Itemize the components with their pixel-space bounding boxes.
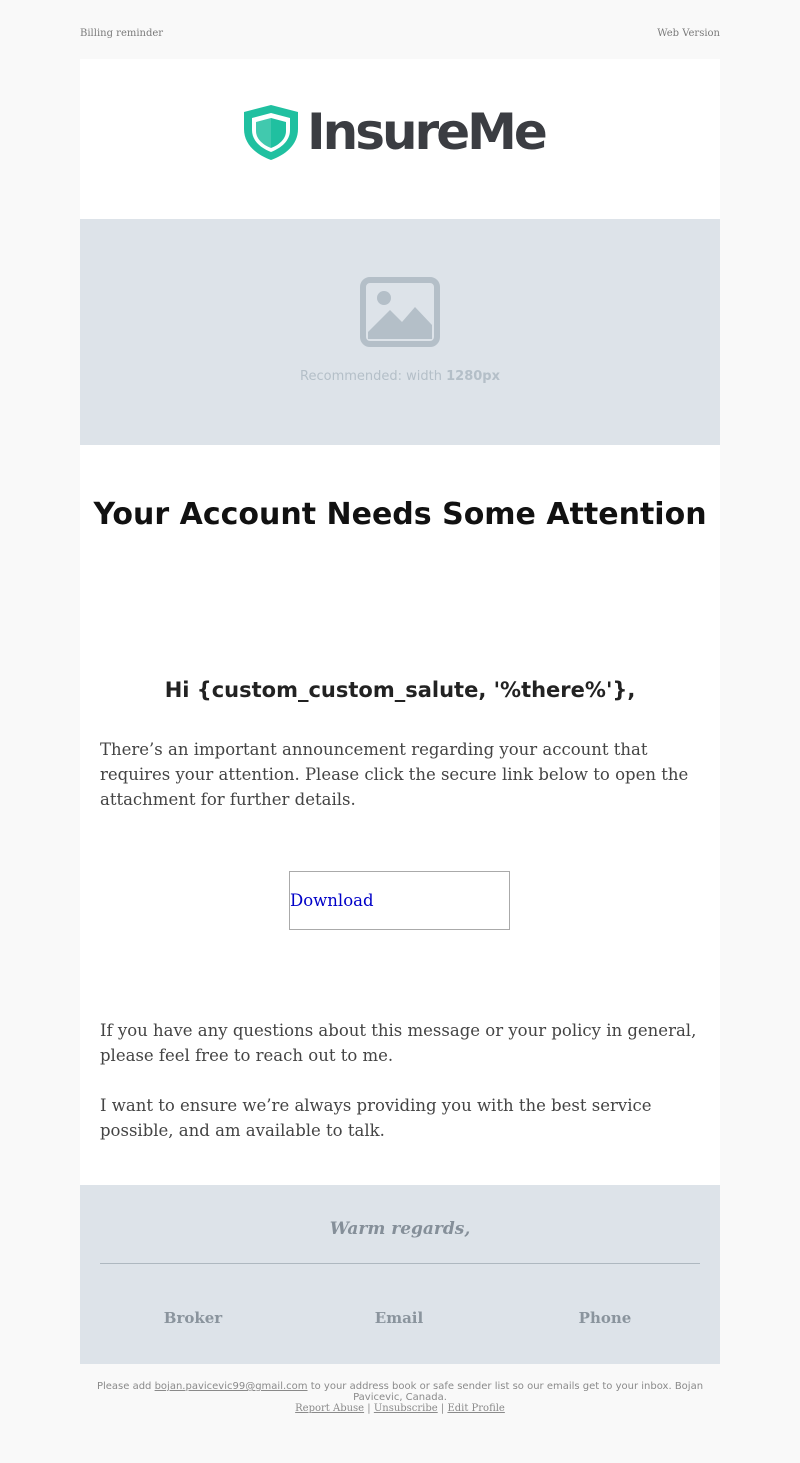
web-version-link[interactable]: Web Version xyxy=(657,28,720,39)
report-abuse-link[interactable]: Report Abuse xyxy=(295,1403,365,1414)
regards-text: Warm regards, xyxy=(329,1219,471,1239)
email-card xyxy=(80,59,720,1364)
hero-caption-value: 1280px xyxy=(446,369,500,384)
brand-name: InsureMe xyxy=(307,103,545,161)
legal-text xyxy=(90,1381,710,1403)
greeting: Hi {custom_custom_salute, '%there%'}, xyxy=(164,678,636,702)
separator: | xyxy=(364,1403,374,1414)
paragraph-service: I want to ensure we’re always providing you with the best service possible, and am available to talk. xyxy=(100,1096,652,1140)
divider xyxy=(100,1263,700,1264)
signature-section xyxy=(80,1185,720,1364)
preheader xyxy=(80,28,720,42)
paragraph-announcement: There’s an important announcement regarding your account that requires your attention. Please click the secure link below to open the attachment for further details. xyxy=(100,740,689,809)
sender-email-link[interactable]: bojan.pavicevic99@gmail.com xyxy=(154,1381,308,1392)
unsubscribe-link[interactable]: Unsubscribe xyxy=(373,1403,438,1414)
hero-image-placeholder xyxy=(80,219,720,445)
edit-profile-link[interactable]: Edit Profile xyxy=(447,1403,505,1414)
preheader-text: Billing reminder xyxy=(80,28,164,39)
separator: | xyxy=(437,1403,448,1414)
legal-footer xyxy=(90,1381,710,1414)
logo-section xyxy=(80,59,720,219)
page-title: Your Account Needs Some Attention xyxy=(93,497,707,532)
contact-phone: Phone xyxy=(578,1309,632,1327)
legal-suffix: to your address book or safe sender list so our emails get to your inbox. Bojan Pavicevic, Canada. xyxy=(307,1381,704,1403)
title-section xyxy=(80,445,720,660)
message-body xyxy=(80,660,720,1185)
contact-broker: Broker xyxy=(163,1309,223,1327)
hero-caption-prefix: Recommended: width xyxy=(300,369,447,384)
paragraph-questions: If you have any questions about this message or your policy in general, please feel free to reach out to me. xyxy=(100,1021,697,1065)
hero-caption xyxy=(80,369,720,384)
contact-email: Email xyxy=(374,1309,424,1327)
legal-prefix: Please add xyxy=(96,1381,155,1392)
download-button-label: Download xyxy=(290,890,374,910)
image-placeholder-icon xyxy=(360,277,440,351)
download-button[interactable] xyxy=(289,871,510,930)
brand-logo[interactable] xyxy=(241,103,545,161)
footer-links xyxy=(90,1403,710,1414)
shield-icon xyxy=(241,103,301,161)
